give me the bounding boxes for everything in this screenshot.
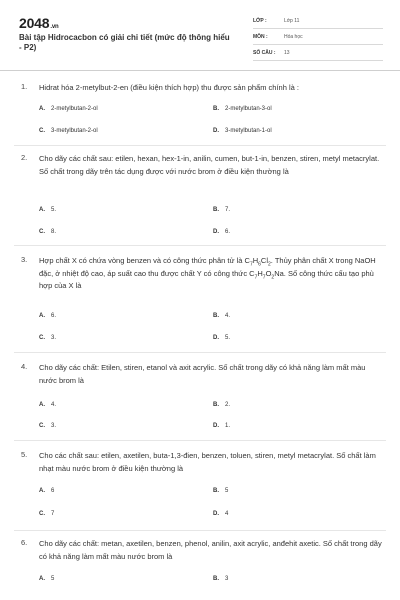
meta-row-class (253, 15, 383, 29)
option-letter: C. (39, 128, 45, 134)
text-part: H (257, 268, 263, 278)
option-b[interactable] (213, 402, 230, 408)
question-text (39, 255, 384, 293)
option-text: 7. (225, 207, 231, 213)
meta-label: SỐ CÂU : (253, 50, 276, 56)
option-text: 3. (51, 423, 57, 429)
subscript: 7 (262, 274, 266, 280)
option-letter: B. (213, 402, 219, 408)
option-text: 5. (51, 207, 57, 213)
option-letter: D. (213, 423, 219, 429)
option-d[interactable] (213, 128, 272, 134)
option-a[interactable] (39, 576, 54, 582)
question-number: 6. (21, 538, 28, 547)
option-a[interactable] (39, 106, 98, 112)
option-letter: B. (213, 488, 219, 494)
option-text: 6. (225, 229, 231, 235)
option-text: 3. (51, 335, 57, 341)
option-c[interactable] (39, 511, 54, 517)
option-text: 6. (51, 313, 57, 319)
option-text: 5. (225, 335, 231, 341)
text-part: Hợp chất X có chứa vòng benzen và có công thức phân tử là C (39, 256, 250, 265)
option-b[interactable] (213, 207, 230, 213)
question-number: 4. (21, 362, 28, 371)
question-text: Hidrat hóa 2-metylbut-2-en (điều kiện thích hợp) thu được sản phẩm chính là : (39, 83, 299, 92)
subscript: 7 (249, 261, 253, 268)
option-letter: D. (213, 335, 219, 341)
option-a[interactable] (39, 402, 56, 408)
option-letter: D. (213, 229, 219, 235)
option-letter: C. (39, 511, 45, 517)
option-letter: C. (39, 335, 45, 341)
option-text: 6 (51, 488, 55, 494)
option-letter: A. (39, 313, 45, 319)
question-divider (14, 245, 386, 246)
subscript: 2 (271, 274, 275, 280)
text-part: Cl (260, 256, 269, 265)
option-letter: A. (39, 576, 45, 582)
option-letter: D. (213, 511, 219, 517)
site-logo[interactable] (19, 15, 58, 31)
option-b[interactable] (213, 106, 272, 112)
option-d[interactable] (213, 511, 228, 517)
option-text: 2-metylbutan-3-ol (225, 106, 272, 112)
option-text: 5 (51, 576, 55, 582)
meta-value: 13 (284, 50, 290, 56)
subscript: 7 (254, 274, 258, 280)
option-a[interactable] (39, 207, 56, 213)
question-divider (14, 352, 386, 353)
option-d[interactable] (213, 423, 230, 429)
option-text: 3 (225, 576, 229, 582)
option-text: 7 (51, 511, 55, 517)
option-text: 3-metylbutan-1-ol (225, 128, 272, 134)
option-text: 1. (225, 423, 231, 429)
meta-value: Hóa học (284, 34, 303, 40)
question-number: 2. (21, 153, 28, 162)
option-d[interactable] (213, 229, 230, 235)
option-letter: B. (213, 576, 219, 582)
option-text: 8. (51, 229, 57, 235)
option-text: 3-metylbutan-2-ol (51, 128, 98, 134)
text-part: O (265, 268, 272, 278)
option-text: 4 (225, 511, 229, 517)
text-part: . Thủy phân chất X trong NaOH đặc, ở nhiệt độ cao, áp suất cao thu được chất Y có công thức C (39, 256, 376, 278)
meta-label: MÔN : (253, 34, 268, 40)
option-text: 4. (225, 313, 231, 319)
option-letter: A. (39, 402, 45, 408)
option-letter: A. (39, 207, 45, 213)
option-letter: A. (39, 106, 45, 112)
question-text: Cho dãy các chất: Etilen, stiren, etanol và axit acrylic. Số chất trong dãy có khả năng làm mất màu nước brom là (39, 363, 366, 385)
option-letter: B. (213, 207, 219, 213)
subscript: 6 (258, 261, 261, 268)
option-c[interactable] (39, 335, 56, 341)
option-letter: D. (213, 128, 219, 134)
question-divider (14, 530, 386, 531)
option-letter: C. (39, 229, 45, 235)
subscript: 2 (268, 261, 271, 268)
meta-value: Lớp 11 (284, 18, 300, 24)
option-text: 5 (225, 488, 229, 494)
logo-suffix: .vn (50, 24, 59, 30)
worksheet-meta (253, 15, 383, 63)
option-text: 4. (51, 402, 57, 408)
option-c[interactable] (39, 423, 56, 429)
option-b[interactable] (213, 576, 228, 582)
option-text: 2. (225, 402, 231, 408)
question-number: 1. (21, 82, 28, 91)
question-text: Cho dãy các chất: metan, axetilen, benzen, phenol, anilin, axit acrylic, anđehit axetic. Số chất trong dãy có khả năng làm mất màu nước brom là (39, 539, 382, 561)
option-letter: A. (39, 488, 45, 494)
option-a[interactable] (39, 488, 54, 494)
question-number: 5. (21, 450, 28, 459)
header-divider (0, 70, 400, 71)
meta-row-question-count (253, 47, 383, 61)
question-divider (14, 145, 386, 146)
option-letter: B. (213, 313, 219, 319)
option-a[interactable] (39, 313, 56, 319)
worksheet-header (0, 0, 400, 70)
worksheet-title: Bài tập Hidrocacbon có giải chi tiết (mức độ thông hiểu - P2) (19, 33, 230, 52)
text-part: Na. Số công thức cấu tạo phù hợp của X là (39, 268, 374, 290)
option-b[interactable] (213, 488, 228, 494)
option-letter: C. (39, 423, 45, 429)
option-text: 2-metylbutan-2-ol (51, 106, 98, 112)
question-number: 3. (21, 255, 28, 264)
option-c[interactable] (39, 229, 56, 235)
text-part: H (252, 256, 259, 265)
option-d[interactable] (213, 335, 230, 341)
option-b[interactable] (213, 313, 230, 319)
option-c[interactable] (39, 128, 98, 134)
question-divider (14, 440, 386, 441)
option-letter: B. (213, 106, 219, 112)
meta-label: LỚP : (253, 18, 267, 24)
logo-text: 2048 (19, 15, 50, 31)
question-text: Cho dãy các chất sau: etilen, hexan, hex-1-in, anilin, cumen, but-1-in, benzen, stiren, metyl metacrylat. Số chất trong dãy trên tác dụng được với nước brom ở điều kiện thường là (39, 154, 380, 176)
meta-row-subject (253, 31, 383, 45)
question-text: Cho các chất sau: etilen, axetilen, buta-1,3-đien, benzen, toluen, stiren, metyl metacrylat. Số chất làm nhạt màu nước brom ở điều kiện thường là (39, 451, 376, 473)
